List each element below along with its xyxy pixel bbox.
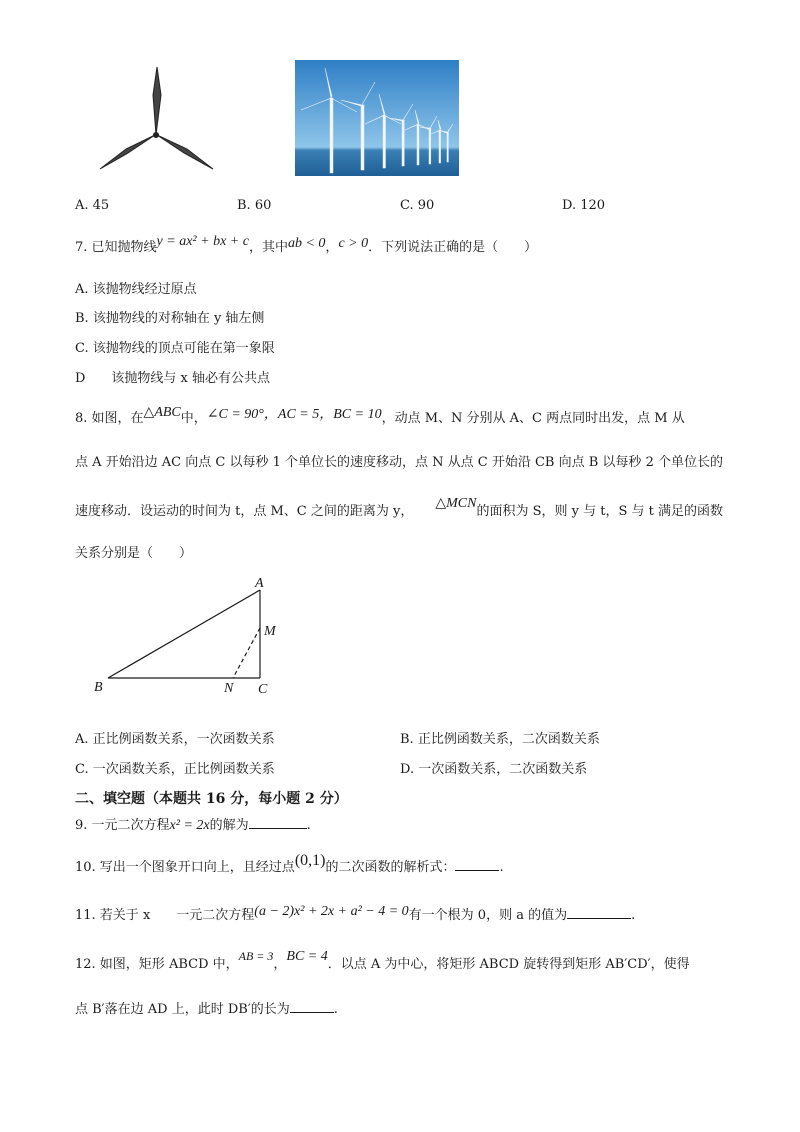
q7-option-c: C. 该抛物线的顶点可能在第一象限 (75, 341, 275, 356)
q10: 10. 写出一个图象开口向上，且经过点(0,1)的二次函数的解析式： . (75, 852, 504, 875)
q12-line2: 点 B′落在边 AD 上，此时 DB′的长为 (75, 1002, 290, 1017)
q7-suffix: ．下列说法正确的是（ ） (368, 240, 538, 255)
q11-equation: (a − 2)x² + 2x + a² − 4 = 0 (254, 904, 409, 919)
q9-prefix: 9. 一元二次方程 (75, 818, 170, 833)
windmill-blade-figure (95, 65, 220, 175)
q11-suffix: 有一个根为 0，则 a 的值为 (408, 908, 568, 923)
figure-label-c: C (258, 682, 268, 697)
figure-label-n: N (224, 681, 234, 696)
q8-triangle: △ABC (143, 405, 181, 420)
q10-suffix: 的二次函数的解析式： (325, 860, 456, 875)
q10-point: (0,1) (294, 852, 326, 869)
q8-option-d: D. 一次函数关系，二次函数关系 (400, 762, 588, 777)
q8-line-1 (75, 407, 685, 427)
q8-mid: 中， (180, 411, 207, 426)
q8-line-4: 关系分别是（ ） (75, 546, 193, 561)
q8-prefix: 8. 如图，在 (75, 411, 144, 426)
q10-answer-blank[interactable] (455, 858, 499, 871)
q8-conditions: ∠C = 90°，AC = 5，BC = 10 (206, 407, 382, 422)
q9-equation: x² = 2x (169, 818, 210, 833)
q8-triangle-mcn: △MCN (435, 496, 477, 511)
q8-option-c: C. 一次函数关系，正比例函数关系 (75, 762, 275, 777)
q9: 9. 一元二次方程x² = 2x的解为 . (75, 818, 311, 833)
q6-option-d: D. 120 (562, 198, 606, 213)
q6-option-b: B. 60 (237, 198, 272, 213)
q8-option-a: A. 正比例函数关系，一次函数关系 (75, 732, 275, 747)
q8-line-3 (75, 496, 723, 520)
q8-line3-b: 的面积为 S，则 y 与 t，S 与 t 满足的函数 (476, 504, 723, 519)
q11: 11. 若关于 x 一元二次方程(a − 2)x² + 2x + a² − 4 = 0有一个根为 0，则 a 的值为 . (75, 904, 636, 923)
q7-option-d: D 该抛物线与 x 轴必有公共点 (75, 371, 271, 386)
q7-condition-ab: ab < 0 (287, 236, 326, 251)
q9-suffix: 的解为 (209, 818, 249, 833)
q12-suffix: ．以点 A 为中心，将矩形 ABCD 旋转得到矩形 AB′CD′，使得 (327, 957, 690, 972)
q12-sep: ， (273, 957, 287, 972)
q7-option-a: A. 该抛物线经过原点 (75, 282, 197, 297)
q12-bc: BC = 4 (286, 949, 328, 964)
q7-sep: ， (325, 240, 339, 255)
q12-line-2: 点 B′落在边 AD 上，此时 DB′的长为 . (75, 1002, 338, 1017)
q7-option-b: B. 该抛物线的对称轴在 y 轴左侧 (75, 311, 265, 326)
q6-option-c: C. 90 (400, 198, 435, 213)
wind-turbines-photo (295, 60, 459, 176)
q8-line1-end: ，动点 M、N 分别从 A、C 两点同时出发，点 M 从 (381, 411, 685, 426)
q12-prefix: 12. 如图，矩形 ABCD 中， (75, 957, 239, 972)
q7-condition-c: c > 0 (338, 236, 369, 251)
section-2-title: 二、填空题（本题共 16 分，每小题 2 分） (75, 791, 348, 807)
q7-stem (75, 236, 537, 256)
q12-ab: AB = 3 (238, 949, 274, 963)
q11-answer-blank[interactable] (567, 906, 631, 919)
q12-line-1 (75, 949, 690, 973)
q8-line3-a: 速度移动．设运动的时间为 t，点 M、C 之间的距离为 y， (75, 504, 414, 519)
figure-label-b: B (94, 680, 103, 695)
q11-prefix: 11. 若关于 x 一元二次方程 (75, 908, 255, 923)
q8-line-2: 点 A 开始沿边 AC 向点 C 以每秒 1 个单位长的速度移动，点 N 从点 C 开始沿 CB 向点 B 以每秒 2 个单位长的 (75, 455, 723, 470)
figure-label-a: A (255, 576, 264, 591)
q8-option-b: B. 正比例函数关系，二次函数关系 (400, 732, 600, 747)
q8-triangle-figure (90, 570, 290, 700)
q12-answer-blank[interactable] (290, 1000, 334, 1013)
q7-equation: y = ax² + bx + c (156, 234, 249, 249)
q7-prefix: 7. 已知抛物线 (75, 240, 157, 255)
q7-mid: ，其中 (248, 240, 288, 255)
figure-label-m: M (264, 624, 276, 639)
q10-prefix: 10. 写出一个图象开口向上，且经过点 (75, 860, 295, 875)
q6-option-a: A. 45 (75, 198, 110, 213)
q9-answer-blank[interactable] (249, 816, 307, 829)
